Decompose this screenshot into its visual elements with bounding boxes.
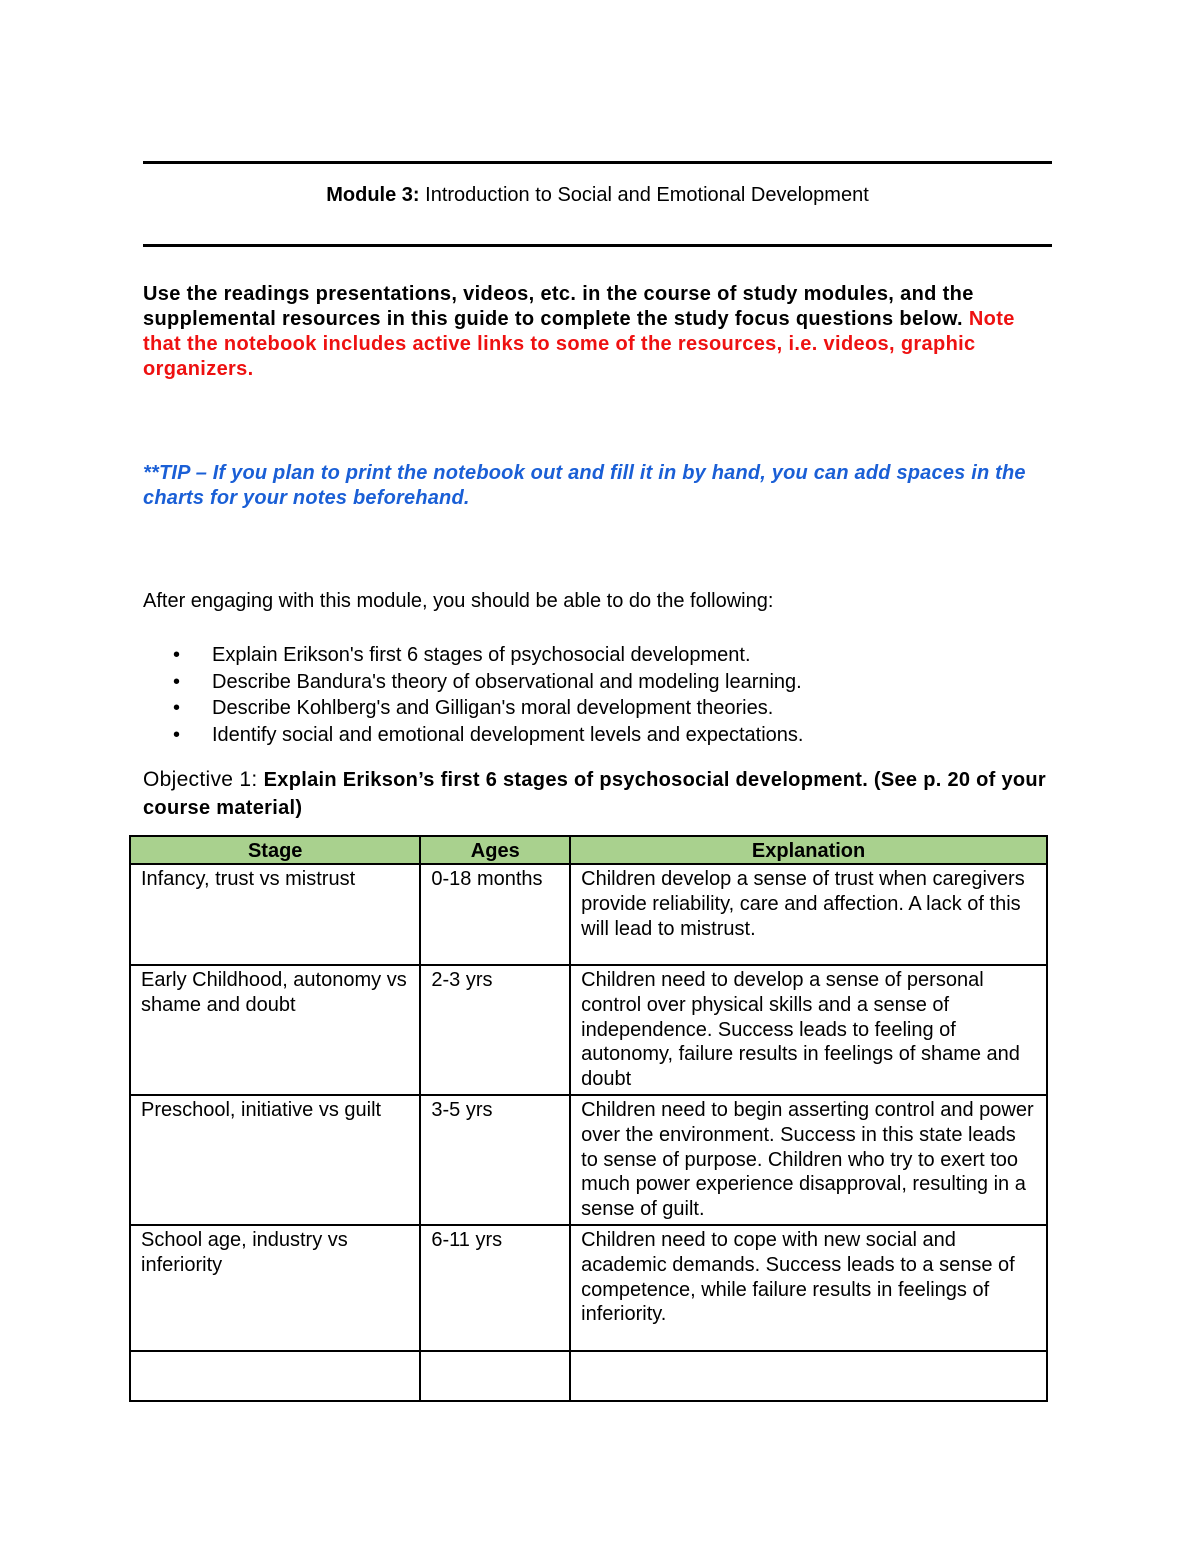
header-ages: Ages [420,836,570,864]
explanation-cell[interactable]: Children develop a sense of trust when caregivers provide reliability, care and affection. A lack of this will lead to mistrust. [570,864,1047,965]
objective-text: Explain Erikson’s first 6 stages of psychosocial development. (See p. 20 of your course material) [143,769,1047,819]
bullet-icon: • [173,723,181,746]
stage-cell[interactable]: Infancy, trust vs mistrust [130,864,420,965]
table-header-row [130,836,1047,864]
ages-cell[interactable]: 2-3 yrs [420,965,570,1095]
ages-cell[interactable]: 6-11 yrs [420,1225,570,1351]
table-row [130,965,1047,1095]
table-row [130,1225,1047,1351]
table-row [130,864,1047,965]
explanation-cell[interactable]: Children need to begin asserting control and power over the environment. Success in this state leads to sense of purpose. Children who try to exert too much power experience disapproval, resulting in a sense of guilt. [570,1095,1047,1225]
objectives-intro: After engaging with this module, you should be able to do the following: [143,590,774,612]
stage-cell[interactable]: Preschool, initiative vs guilt [130,1095,420,1225]
bullet-icon: • [173,670,181,693]
module-title: Introduction to Social and Emotional Development [425,184,869,206]
ages-cell[interactable] [420,1351,570,1401]
instructions-paragraph [143,282,1055,382]
list-item-text: Describe Kohlberg's and Gilligan's moral development theories. [212,697,774,719]
explanation-cell[interactable]: Children need to develop a sense of personal control over physical skills and a sense of independence. Success leads to feeling of autonomy, failure results in feelings of shame and doubt [570,965,1047,1095]
top-divider [143,161,1052,164]
table-row [130,1095,1047,1225]
page-title [143,184,1052,207]
module-label: Module 3: [326,184,420,206]
explanation-cell[interactable]: Children need to cope with new social and academic demands. Success leads to a sense of competence, while failure results in feelings of inferiority. [570,1225,1047,1351]
ages-cell[interactable]: 0-18 months [420,864,570,965]
list-item [143,669,803,696]
bullet-icon: • [173,697,181,719]
objective-heading [143,766,1055,822]
list-item [143,722,803,749]
list-item-text: Describe Bandura's theory of observational and modeling learning. [212,670,802,693]
list-item [143,642,803,669]
list-item-text: Explain Erikson's first 6 stages of psychosocial development. [212,644,751,666]
instructions-text: Use the readings presentations, videos, etc. in the course of study modules, and the supplemental resources in this guide to complete the study focus questions below. [143,283,974,330]
tip-paragraph: **TIP – If you plan to print the notebook out and fill it in by hand, you can add spaces in the charts for your notes beforehand. [143,462,1026,509]
header-explanation: Explanation [570,836,1047,864]
instructions-note: Note that the notebook includes active links to some of the resources, i.e. videos, graphic organizers. [143,308,1015,380]
objectives-list [143,642,803,748]
bullet-icon: • [173,644,181,666]
bottom-divider [143,244,1052,247]
stage-cell[interactable]: Early Childhood, autonomy vs shame and doubt [130,965,420,1095]
list-item-text: Identify social and emotional development levels and expectations. [212,723,804,746]
ages-cell[interactable]: 3-5 yrs [420,1095,570,1225]
stage-cell[interactable] [130,1351,420,1401]
erikson-stages-table [129,835,1048,1402]
table-row [130,1351,1047,1401]
objective-label: Objective 1: [143,768,258,791]
stage-cell[interactable]: School age, industry vs inferiority [130,1225,420,1351]
header-stage: Stage [130,836,420,864]
explanation-cell[interactable] [570,1351,1047,1401]
list-item [143,695,803,722]
